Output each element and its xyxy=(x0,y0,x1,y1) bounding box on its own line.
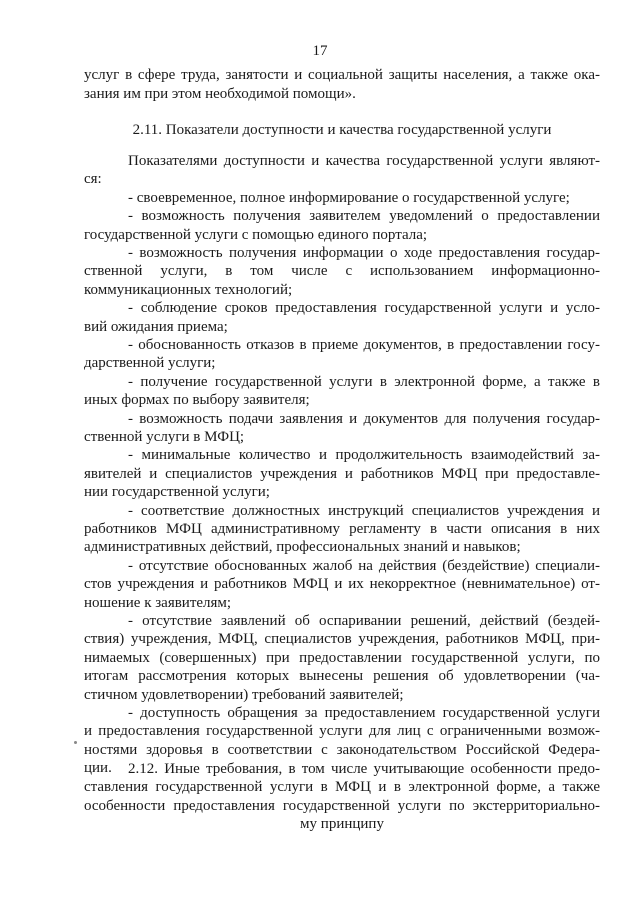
paragraph-line: - соблюдение сроков предоставления государственной услуги и усло- xyxy=(128,300,600,317)
paragraph-line: административных действий, профессиональных знаний и навыков; xyxy=(84,539,521,556)
paragraph-line: - возможность получения информации о ходе предоставления государ- xyxy=(128,245,600,261)
paragraph-line: нимаемых (совершенных) при предоставлении государственной услуги, по xyxy=(84,649,600,666)
paragraph-line: - отсутствие заявлений об оспаривании решений, действий (бездей- xyxy=(128,613,600,629)
section-heading: му принципу xyxy=(300,816,384,833)
paragraph-line: - доступность обращения за предоставлением государственной услуги xyxy=(128,705,600,721)
section-heading: особенности предоставления государственной услуги по экстерриториально- xyxy=(84,797,600,814)
paragraph-line: - своевременное, полное информирование о государственной услуге; xyxy=(128,189,570,206)
paragraph-line: - получение государственной услуги в электронной форме, а также в xyxy=(128,373,600,390)
margin-mark xyxy=(74,741,77,744)
paragraph-line: - отсутствие обоснованных жалоб на действия (бездействие) специали- xyxy=(128,557,600,574)
paragraph-line: - обоснованность отказов в приеме документов, в предоставлении госу- xyxy=(128,337,600,353)
paragraph-line: ственной услуги, в том числе с использованием информационно- xyxy=(84,263,600,280)
paragraph-line: вий ожидания приема; xyxy=(84,318,228,335)
paragraph-line: дарственной услуги; xyxy=(84,355,216,372)
paragraph-line: Показателями доступности и качества государственной услуги являют- xyxy=(128,153,600,169)
paragraph-line: коммуникационных технологий; xyxy=(84,281,293,298)
paragraph-line: государственной услуги с помощью единого портала; xyxy=(84,226,428,243)
paragraph-line: итогам рассмотрения которых вынесены решения об удовлетворении (ча- xyxy=(84,668,600,685)
paragraph-line: ствия) учреждения, МФЦ, специалистов учреждения, работников МФЦ, при- xyxy=(84,631,600,648)
paragraph-line: - минимальные количество и продолжительность взаимодействий за- xyxy=(128,447,600,464)
paragraph-line: ся: xyxy=(84,171,102,188)
paragraph-line: - возможность получения заявителем уведомлений о предоставлении xyxy=(128,208,600,225)
paragraph-line: стичном удовлетворении) требований заявителей; xyxy=(84,686,404,703)
paragraph-line: услуг в сфере труда, занятости и социальной защиты населения, а также ока- xyxy=(84,67,600,83)
paragraph-line: нии государственной услуги; xyxy=(84,484,270,501)
paragraph-line: ции. xyxy=(84,760,112,777)
paragraph-line: зания им при этом необходимой помощи». xyxy=(84,86,356,102)
paragraph-line: явителей и специалистов учреждения и работников МФЦ при предоставле- xyxy=(84,465,600,482)
section-heading: ставления государственной услуги в МФЦ и в электронной форме, а также xyxy=(84,779,600,796)
paragraph-line: - соответствие должностных инструкций специалистов учреждения и xyxy=(128,502,600,519)
paragraph-line: и предоставления государственной услуги для лиц с ограниченными возмож- xyxy=(84,723,600,740)
paragraph-line: стов учреждения и работников МФЦ и их некорректное (невнимательное) от- xyxy=(84,576,600,593)
section-heading: 2.12. Иные требования, в том числе учитывающие особенности предо- xyxy=(128,761,600,777)
paragraph-line: - возможность подачи заявления и документов для получения государ- xyxy=(128,410,600,427)
section-heading: 2.11. Показатели доступности и качества государственной услуги xyxy=(132,122,552,138)
paragraph-line: ношение к заявителям; xyxy=(84,594,232,611)
paragraph-line: ностями здоровья в соответствии с законодательством Российской Федера- xyxy=(84,741,600,758)
page-number: 17 xyxy=(312,43,328,59)
paragraph-line: ственной услуги в МФЦ; xyxy=(84,429,245,445)
paragraph-line: иных формах по выбору заявителя; xyxy=(84,392,310,409)
paragraph-line: работников МФЦ административному регламенту в части описания в них xyxy=(84,521,600,537)
